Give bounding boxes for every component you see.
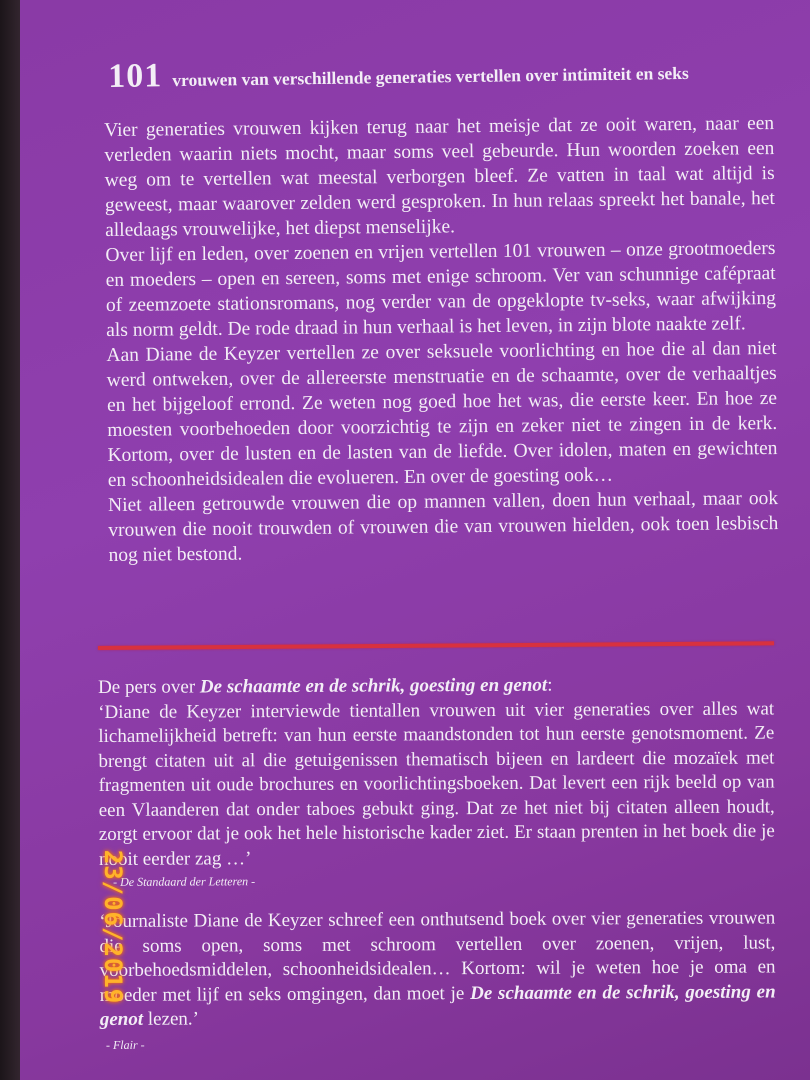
- headline-text: vrouwen van verschillende generaties vertellen over intimiteit en seks: [172, 62, 689, 91]
- red-divider: [98, 641, 774, 650]
- press-reviews: [98, 672, 776, 1052]
- blurb-paragraph: Vier generaties vrouwen kijken terug naar het meisje dat ze ooit waren, naar een verleden waarin niets mocht, maar soms veel gebeurde. Hun woorden zoeken een weg om te vertellen wat meestal verborgen bleef. Ze vatten in taal wat altijd is geweest, maar waarover zelden werd gesproken. In hun relaas spreekt het banale, het alledaags vrouwelijke, het diepst menselijke.: [104, 112, 775, 241]
- press-intro-prefix: De pers over: [98, 676, 200, 698]
- back-cover: [20, 0, 810, 1080]
- date-stamp: [93, 845, 133, 1010]
- review-quote-flair: [99, 906, 776, 1032]
- review-quote-flair-end: lezen.’: [143, 1008, 200, 1030]
- blurb-paragraph: Aan Diane de Keyzer vertellen ze over seksuele voorlichting en hoe die al dan niet werd ontweken, over de allereerste menstruatie en de schaamte, over de verhaaltjes en het bijgeloof errond. Ze weten nog goed hoe het was, die eerste keer. En hoe ze moesten voorbehoeden door voorzichtig te zijn en zeker niet te zingen in de kerk. Kortom, over de lusten en de lasten van de liefde. Over idolen, maten en gewichten en schoonheidsidealen die evolueren. En over de goesting ook…: [106, 337, 778, 491]
- blurb: [104, 111, 779, 568]
- headline: [108, 48, 798, 96]
- press-intro: [98, 672, 774, 700]
- press-intro-suffix: :: [547, 674, 553, 696]
- review-quote-standaard: ‘Diane de Keyzer interviewde tientallen vrouwen uit vier generaties over alles wat lichamelijkheid betreft: van hun eerste maandstonden tot hun eerste genotsmoment. Ze brengt citaten uit al die getuigenissen thematisch bijeen en lardeert die mozaïek met fragmenten uit oude brochures en voorlichtingsboeken. Dat levert een rijk beeld op van een Vlaanderen dat onder taboes gebukt ging. Dat ze het niet bij citaten alleen houdt, zorgt ervoor dat je ook het hele historische kader ziet. Er staan prenten in het boek die je nooit eerder zag …’: [98, 697, 775, 870]
- press-book-title: De schaamte en de schrik, goesting en genot: [199, 674, 548, 698]
- date-stamp-text: 23/06/2019: [99, 849, 127, 1005]
- review-source-standaard: - De Standaard der Letteren -: [113, 874, 256, 889]
- blurb-paragraph: Niet alleen getrouwde vrouwen die op mannen vallen, doen hun verhaal, maar ook vrouwen die nooit trouwden of vrouwen die van vrouwen hielden, ook toen lesbisch nog niet bestond.: [107, 487, 779, 566]
- headline-number: 101: [108, 57, 163, 95]
- review-source-flair: - Flair -: [105, 1037, 145, 1052]
- review-quote-flair-title: De schaamte en de schrik, goesting en genot: [99, 980, 776, 1030]
- review-quote-flair-text: ‘Journaliste Diane de Keyzer schreef een onthutsend boek over vier generaties vrouwen die soms open, soms met schroom vertellen over zoenen, vrijen, lust, voorbehoedsmiddelen, schoonheidsidealen… Kortom: wil je weten hoe je oma en moeder met lijf en seks omgingen, dan moet je: [99, 907, 776, 1006]
- blurb-paragraph: Over lijf en leden, over zoenen en vrijen vertellen 101 vrouwen – onze grootmoeders en moeders – open en sereen, soms met enige schroom. Ver van schunnige cafépraat of zeemzoete stationsromans, nog verder van de opgeklopte tv-seks, waar afwijking als norm geldt. De rode draad in hun verhaal is het leven, in zijn blote naakte zelf.: [105, 237, 777, 341]
